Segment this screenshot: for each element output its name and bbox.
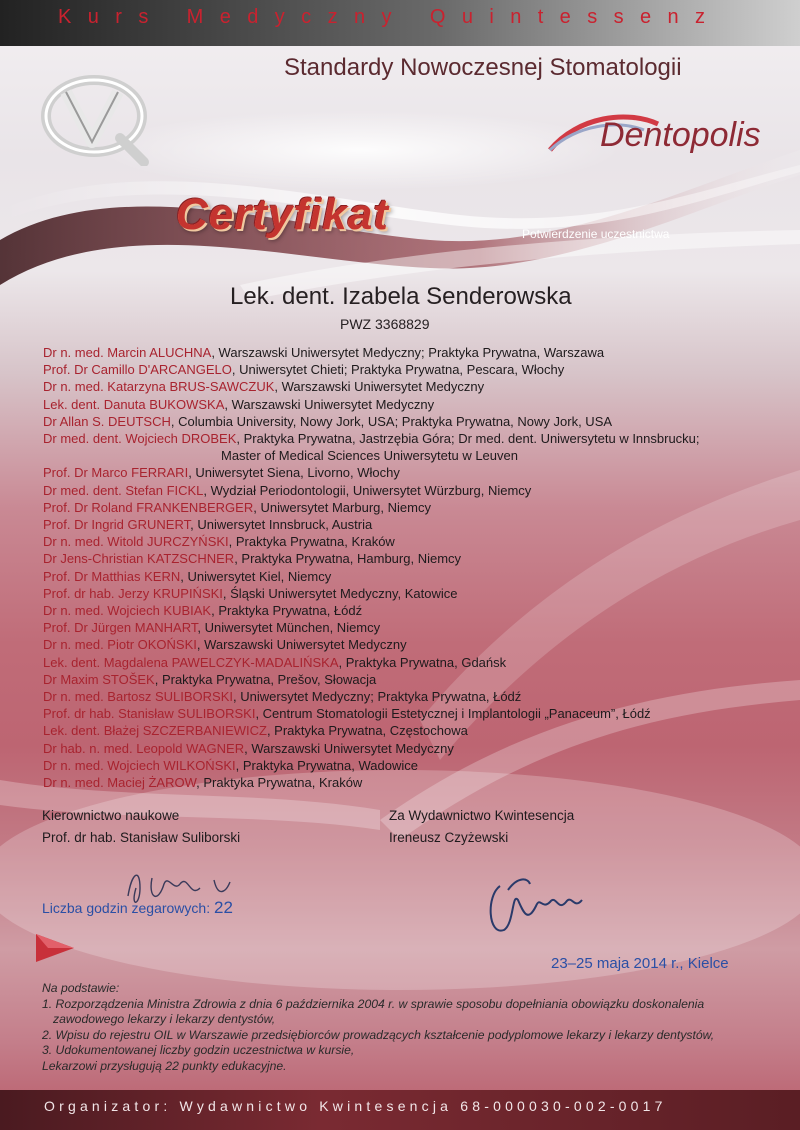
- lecturer-row: [43, 413, 773, 430]
- lecturer-row: [43, 482, 773, 499]
- course-title: Kurs Medyczny Quintessenz: [58, 6, 722, 28]
- lecturer-row: [43, 378, 773, 395]
- lecturer-affiliation: , Praktyka Prywatna, Gdańsk: [338, 654, 507, 670]
- page-subtitle: Standardy Nowoczesnej Stomatologii: [284, 54, 682, 81]
- legal-basis-item: Lekarzowi przysługują 22 punkty edukacyjne.: [42, 1058, 287, 1073]
- lecturer-row: [43, 774, 773, 791]
- lecturer-row: [43, 464, 773, 481]
- lecturer-affiliation: , Praktyka Prywatna, Jastrzębia Góra; Dr med. dent. Uniwersytetu w Innsbrucku;: [236, 431, 700, 447]
- legal-basis-item: 2. Wpisu do rejestru OIL w Warszawie przedsiębiorców prowadzących kształcenie podyplomowe lekarzy i lekarzy dentystów,: [42, 1027, 715, 1042]
- lecturer-row: [43, 722, 773, 739]
- publisher-signature: [478, 866, 618, 946]
- lecturer-row: [43, 585, 773, 602]
- lecturer-row: [43, 550, 773, 567]
- lecturer-affiliation: , Uniwersytet Marburg, Niemcy: [253, 499, 431, 515]
- lecturer-row: [43, 516, 773, 533]
- lecturer-row: [43, 654, 773, 671]
- lecturer-name: Dr n. med. Witold JURCZYŃSKI: [43, 534, 229, 550]
- lecturer-affiliation: , Uniwersytet Siena, Livorno, Włochy: [188, 465, 400, 481]
- lecturer-name: Prof. Dr Jürgen MANHART: [43, 620, 198, 636]
- event-date-place: 23–25 maja 2014 r., Kielce: [551, 955, 729, 972]
- lecturer-row: [43, 602, 773, 619]
- lecturer-row: [43, 705, 773, 722]
- lecturer-row: [43, 361, 773, 378]
- lecturer-name: Dr med. dent. Wojciech DROBEK: [43, 431, 237, 447]
- lecturer-affiliation: , Praktyka Prywatna, Hamburg, Niemcy: [234, 551, 462, 567]
- lecturer-list: [43, 344, 773, 791]
- publisher-name: Ireneusz Czyżewski: [389, 830, 509, 845]
- lecturer-row: [43, 757, 773, 774]
- publisher-label: Za Wydawnictwo Kwintesencja: [389, 808, 575, 823]
- legal-basis-item: 1. Rozporządzenia Ministra Zdrowia z dnia 6 października 2004 r. w sprawie sposobu dopełniania obowiązku doskonalenia: [42, 996, 705, 1011]
- lecturer-name: Dr Allan S. DEUTSCH: [43, 413, 171, 429]
- lecturer-row: [43, 688, 773, 705]
- lecturer-affiliation: , Uniwersytet Innsbruck, Austria: [190, 517, 373, 533]
- lecturer-affiliation: , Wydział Periodontologii, Uniwersytet Würzburg, Niemcy: [203, 482, 532, 498]
- play-arrow-icon: [34, 932, 76, 964]
- lecturer-name: Prof. dr hab. Jerzy KRUPIŃSKI: [43, 585, 223, 601]
- lecturer-row: [43, 430, 773, 447]
- lecturer-name: Lek. dent. Danuta BUKOWSKA: [43, 396, 225, 412]
- lecturer-name: Prof. Dr Ingrid GRUNERT: [43, 517, 191, 533]
- lecturer-name: Dr n. med. Maciej ŻAROW: [43, 775, 197, 791]
- lecturer-affiliation: , Warszawski Uniwersytet Medyczny: [196, 637, 407, 653]
- legal-basis-heading: Na podstawie:: [42, 981, 120, 995]
- lecturer-affiliation: , Uniwersytet München, Niemcy: [197, 620, 381, 636]
- lecturer-row: [43, 740, 773, 757]
- lecturer-affiliation: , Warszawski Uniwersytet Medyczny; Praktyka Prywatna, Warszawa: [211, 345, 605, 360]
- lecturer-name: Lek. dent. Magdalena PAWELCZYK-MADALIŃSKA: [43, 654, 339, 670]
- lecturer-row: [43, 636, 773, 653]
- lecturer-name: Prof. Dr Roland FRANKENBERGER: [43, 499, 254, 515]
- lecturer-affiliation: , Warszawski Uniwersytet Medyczny: [274, 379, 485, 395]
- lecturer-row: [43, 344, 773, 361]
- lecturer-affiliation: , Praktyka Prywatna, Kraków: [196, 775, 363, 791]
- legal-basis-item: 3. Udokumentowanej liczby godzin uczestnictwa w kursie,: [42, 1043, 355, 1058]
- lecturer-name: Dr hab. n. med. Leopold WAGNER: [43, 740, 245, 756]
- organizer-info: Organizator: Wydawnictwo Kwintesencja 68-000030-002-0017: [44, 1098, 667, 1114]
- lecturer-name: Lek. dent. Błażej SZCZERBANIEWICZ: [43, 723, 267, 739]
- lecturer-name: Dr n. med. Bartosz SULIBORSKI: [43, 689, 234, 705]
- lecturer-name: Dr Maxim STOŠEK: [43, 671, 155, 687]
- lecturer-row: [43, 671, 773, 688]
- lecturer-row: [43, 499, 773, 516]
- lecturer-affiliation: , Warszawski Uniwersytet Medyczny: [224, 396, 435, 412]
- quintessenz-logo: [36, 70, 152, 166]
- lecturer-affiliation: , Praktyka Prywatna, Łódź: [211, 603, 363, 619]
- legal-basis: [42, 981, 772, 1075]
- lecturer-affiliation: , Columbia University, Nowy Jork, USA; Praktyka Prywatna, Nowy Jork, USA: [170, 413, 613, 429]
- lecturer-affiliation: , Praktyka Prywatna, Częstochowa: [266, 723, 468, 739]
- lecturer-affiliation: , Warszawski Uniwersytet Medyczny: [244, 740, 454, 756]
- hours-count: [42, 898, 233, 918]
- dentopolis-logo-text: Dentopolis: [600, 116, 761, 154]
- lecturer-row: [43, 396, 773, 413]
- lecturer-name: Dr n. med. Marcin ALUCHNA: [43, 345, 212, 360]
- lecturer-name: Dr n. med. Wojciech KUBIAK: [43, 603, 212, 619]
- lecturer-name: Prof. Dr Camillo D'ARCANGELO: [43, 362, 232, 378]
- certificate-subtitle: Potwierdzenie uczestnictwa: [522, 227, 670, 241]
- lecturer-affiliation: , Uniwersytet Kiel, Niemcy: [180, 568, 332, 584]
- lecturer-name: Dr n. med. Katarzyna BRUS-SAWCZUK: [43, 379, 275, 395]
- certificate-title: Certyfikat: [176, 190, 389, 239]
- lecturer-affiliation: , Praktyka Prywatna, Wadowice: [235, 757, 418, 773]
- lecturer-row: [43, 619, 773, 636]
- lecturer-affiliation: , Uniwersytet Medyczny; Praktyka Prywatna, Łódź: [233, 689, 522, 705]
- scientific-lead-name: Prof. dr hab. Stanisław Suliborski: [42, 830, 241, 845]
- lecturer-name: Dr Jens-Christian KATZSCHNER: [43, 551, 235, 567]
- lecturer-affiliation: , Praktyka Prywatna, Kraków: [228, 534, 395, 550]
- lecturer-affiliation: , Centrum Stomatologii Estetycznej i Implantologii „Panaceum”, Łódź: [255, 706, 651, 722]
- participant-name: Lek. dent. Izabela Senderowska: [230, 283, 572, 310]
- lecturer-name: Dr n. med. Wojciech WILKOŃSKI: [43, 757, 236, 773]
- lecturer-name: Prof. dr hab. Stanisław SULIBORSKI: [43, 706, 256, 722]
- lecturer-affiliation-continued: Master of Medical Sciences Uniwersytetu w Leuven: [221, 448, 518, 464]
- scientific-lead-label: Kierownictwo naukowe: [42, 808, 180, 823]
- participant-pwz: PWZ 3368829: [340, 316, 430, 332]
- lecturer-name: Dr n. med. Piotr OKOŃSKI: [43, 637, 197, 653]
- lecturer-name: Prof. Dr Marco FERRARI: [43, 465, 189, 481]
- hours-value: 22: [214, 898, 233, 917]
- legal-basis-item: zawodowego lekarzy i lekarzy dentystów,: [53, 1012, 276, 1027]
- lecturer-affiliation: , Uniwersytet Chieti; Praktyka Prywatna, Pescara, Włochy: [231, 362, 565, 378]
- lecturer-name: Dr med. dent. Stefan FICKL: [43, 482, 204, 498]
- lecturer-row: [43, 533, 773, 550]
- lecturer-row: [43, 568, 773, 585]
- lecturer-name: Prof. Dr Matthias KERN: [43, 568, 181, 584]
- hours-label: Liczba godzin zegarowych:: [42, 900, 211, 916]
- lecturer-affiliation: , Śląski Uniwersytet Medyczny, Katowice: [222, 585, 458, 601]
- lecturer-affiliation: , Praktyka Prywatna, Prešov, Słowacja: [154, 671, 377, 687]
